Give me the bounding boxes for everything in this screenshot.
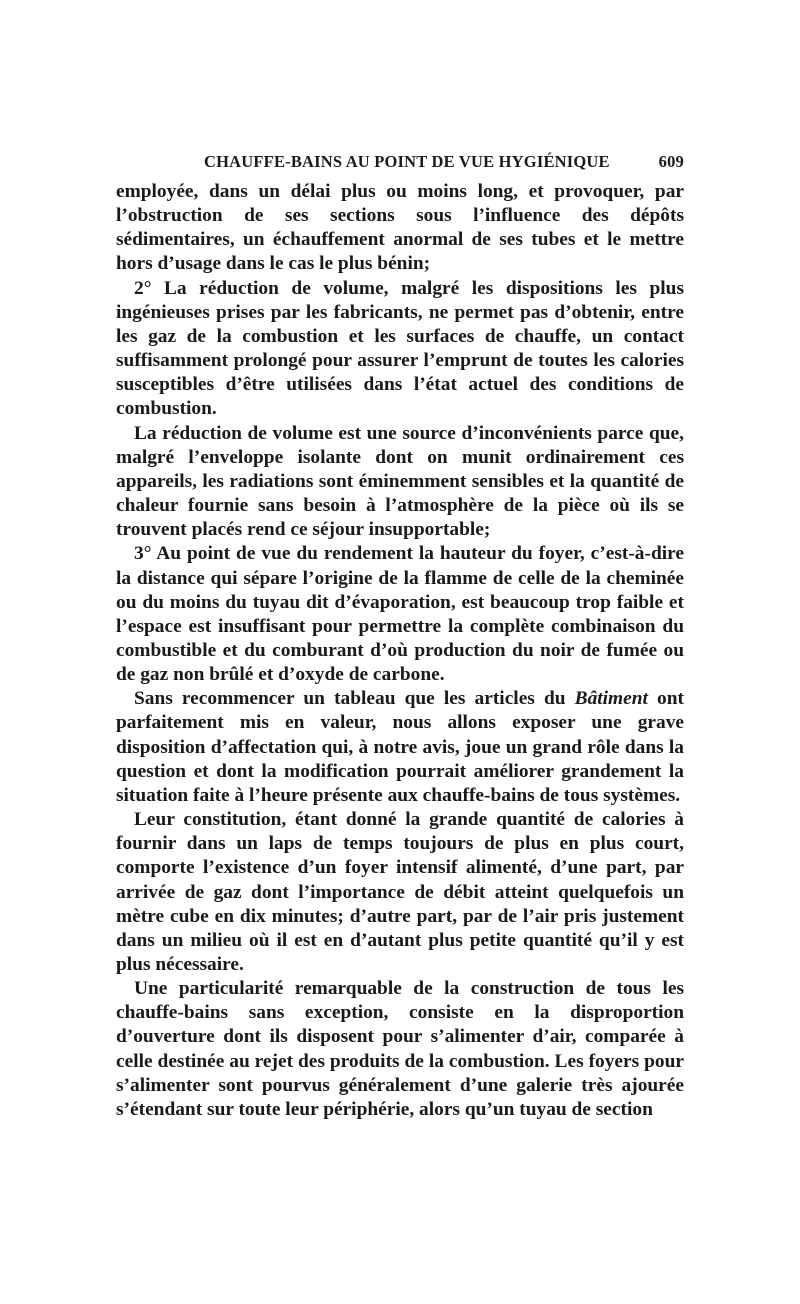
paragraph-3: La réduction de volume est une source d’inconvénients parce que, malgré l’enveloppe isolante dont on munit ordinairement ces appareils, les radiations sont éminemment sensibles et la quantité de chaleur fournie sans besoin à l’atmosphère de la pièce où ils se trouvent placés rend ce séjour insupportable; bbox=[116, 422, 684, 541]
paragraph-5 bbox=[116, 687, 684, 808]
paragraph-7: Une particularité remarquable de la construction de tous les chauffe-bains sans exception, consiste en la disproportion d’ouverture dont ils disposent pour s’alimenter d’air, comparée à celle destinée au rejet des produits de la combustion. Les foyers pour s’alimenter sont pourvus généralement d’une galerie très ajourée s’étendant sur toute leur périphérie, alors qu’un tuyau de section bbox=[116, 978, 684, 1120]
paragraph-5-after: ont parfaitement mis en valeur, nous allons exposer une grave disposition d’affectation qui, à notre avis, joue un grand rôle dans la question et dont la modification pourrait améliorer grandement la situation faite à l’heure présente aux chauffe-bains de tous systèmes. bbox=[116, 688, 684, 806]
paragraph-6: Leur constitution, étant donné la grande quantité de calories à fournir dans un laps de temps toujours de plus en plus court, comporte l’existence d’un foyer intensif alimenté, d’une part, par arrivée de gaz dont l’importance de débit atteint quelquefois un mètre cube en dix minutes; d’autre part, par de l’air pris justement dans un milieu où il est en d’autant plus petite quantité qu’il y est plus nécessaire. bbox=[116, 809, 684, 975]
paragraph-2: 2° La réduction de volume, malgré les dispositions les plus ingénieuses prises par les fabricants, ne permet pas d’obtenir, entre les gaz de la combustion et les surfaces de chauffe, un contact suffisamment prolongé pour assurer l’emprunt de toutes les calories susceptibles d’être utilisées dans l’état actuel des conditions de combustion. bbox=[116, 277, 684, 420]
running-head bbox=[116, 152, 684, 178]
periodical-title: Bâtiment bbox=[574, 688, 648, 710]
paragraph-5-before: Sans recommencer un tableau que les articles du bbox=[134, 688, 575, 710]
paragraph-4: 3° Au point de vue du rendement la hauteur du foyer, c’est-à-dire la distance qui sépare l’origine de la flamme de celle de la cheminée ou du moins du tuyau dit d’évaporation, est beaucoup trop faible et l’espace est insuffisant pour permettre la complète combinaison du combustible et du comburant d’où production du noir de fumée ou de gaz non brûlé et d’oxyde de carbone. bbox=[116, 543, 684, 686]
page-number: 609 bbox=[658, 152, 684, 171]
body-text bbox=[116, 180, 684, 1122]
paragraph-1: employée, dans un délai plus ou moins long, et provoquer, par l’obstruction de ses sections sous l’influence des dépôts sédimentaires, un échauffement anormal de ses tubes et le mettre hors d’usage dans le cas le plus bénin; bbox=[116, 181, 684, 275]
running-title: CHAUFFE-BAINS AU POINT DE VUE HYGIÉNIQUE bbox=[204, 152, 610, 171]
